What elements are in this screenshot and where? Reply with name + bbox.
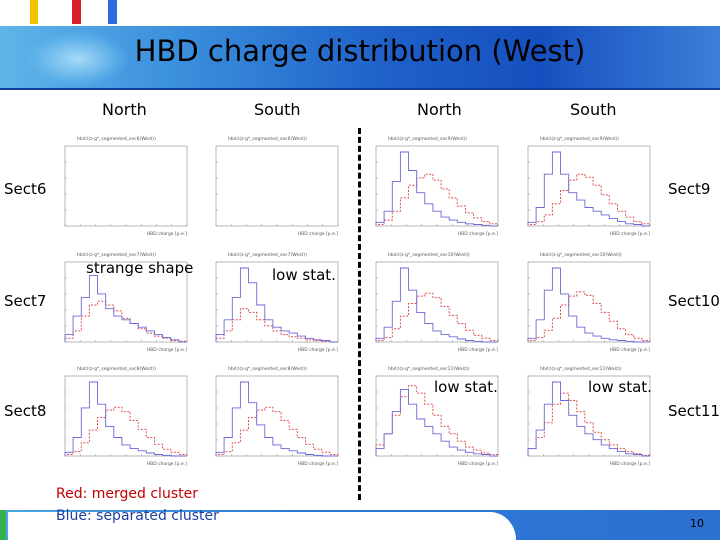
histogram-panel [366, 360, 506, 472]
column-header: North [102, 100, 147, 119]
x-axis-label: HBD charge [p.e.] [146, 232, 187, 237]
top-decoration [30, 0, 38, 24]
sector-label: Sect6 [4, 180, 47, 198]
histogram-panel [55, 130, 195, 242]
top-decoration [108, 0, 117, 24]
page-number: 10 [690, 517, 704, 530]
top-decoration [72, 0, 81, 24]
histogram-svg [366, 130, 506, 242]
hemisphere-divider [358, 128, 361, 500]
sector-label: Sect10 [668, 292, 720, 310]
histogram-panel [366, 130, 506, 242]
footer-accent [0, 510, 6, 540]
panel-title: hbd:l(z-g*_segmented_sec7(West)) [77, 253, 156, 258]
column-header: North [417, 100, 462, 119]
annotation-low-stat: low stat. [272, 266, 336, 284]
affiliation: Kyoto Univ. / JSPS / RIKEN [568, 4, 708, 17]
column-header: South [570, 100, 617, 119]
histogram-svg [206, 246, 346, 358]
histogram-panel [206, 360, 346, 472]
histogram-svg [206, 360, 346, 472]
panel-title: hbd:l(z-g*_segmented_sec11(West)) [388, 367, 470, 372]
panel-title: hbd:l(z-g*_segmented_sec8(West)) [77, 367, 156, 372]
histogram-svg [518, 246, 658, 358]
sector-label: Sect7 [4, 292, 47, 310]
x-axis-label: HBD charge [p.e.] [609, 462, 650, 467]
x-axis-label: HBD charge [p.e.] [457, 232, 498, 237]
x-axis-label: HBD charge [p.e.] [297, 232, 338, 237]
sector-label: Sect11 [668, 402, 720, 420]
histogram-panel [206, 130, 346, 242]
histogram-svg [366, 360, 506, 472]
panel-title: hbd:l(z-g*_segmented_sec11(West)) [540, 367, 622, 372]
histogram-svg [366, 246, 506, 358]
annotation-low-stat: low stat. [434, 378, 498, 396]
histogram-svg [55, 130, 195, 242]
histogram-panel [518, 360, 658, 472]
x-axis-label: HBD charge [p.e.] [297, 348, 338, 353]
x-axis-label: HBD charge [p.e.] [457, 462, 498, 467]
legend-separated: Blue: separated cluster [56, 508, 219, 524]
histogram-svg [55, 360, 195, 472]
histogram-panel [518, 246, 658, 358]
histogram-panel [366, 246, 506, 358]
x-axis-label: HBD charge [p.e.] [609, 348, 650, 353]
x-axis-label: HBD charge [p.e.] [457, 348, 498, 353]
panel-title: hbd:l(z-g*_segmented_sec9(West)) [388, 137, 467, 142]
x-axis-label: HBD charge [p.e.] [146, 462, 187, 467]
sector-label: Sect9 [668, 180, 711, 198]
panel-title: hbd:l(z-g*_segmented_sec6(West)) [77, 137, 156, 142]
annotation-strange-shape: strange shape [86, 259, 194, 277]
slide-title: HBD charge distribution (West) [134, 34, 586, 68]
panel-title: hbd:l(z-g*_segmented_sec10(West)) [388, 253, 470, 258]
banner-underline [0, 88, 720, 90]
panel-title: hbd:l(z-g*_segmented_sec7(West)) [228, 253, 307, 258]
panel-title: hbd:l(z-g*_segmented_sec9(West)) [540, 137, 619, 142]
panel-title: hbd:l(z-g*_segmented_sec6(West)) [228, 137, 307, 142]
panel-title: hbd:l(z-g*_segmented_sec8(West)) [228, 367, 307, 372]
x-axis-label: HBD charge [p.e.] [297, 462, 338, 467]
x-axis-label: HBD charge [p.e.] [609, 232, 650, 237]
panel-title: hbd:l(z-g*_segmented_sec10(West)) [540, 253, 622, 258]
histogram-panel [518, 130, 658, 242]
sector-label: Sect8 [4, 402, 47, 420]
histogram-svg [206, 130, 346, 242]
histogram-svg [518, 360, 658, 472]
histogram-panel [55, 360, 195, 472]
column-header: South [254, 100, 301, 119]
histogram-svg [518, 130, 658, 242]
legend-merged: Red: merged cluster [56, 486, 198, 502]
histogram-panel [206, 246, 346, 358]
x-axis-label: HBD charge [p.e.] [146, 348, 187, 353]
annotation-low-stat: low stat. [588, 378, 652, 396]
